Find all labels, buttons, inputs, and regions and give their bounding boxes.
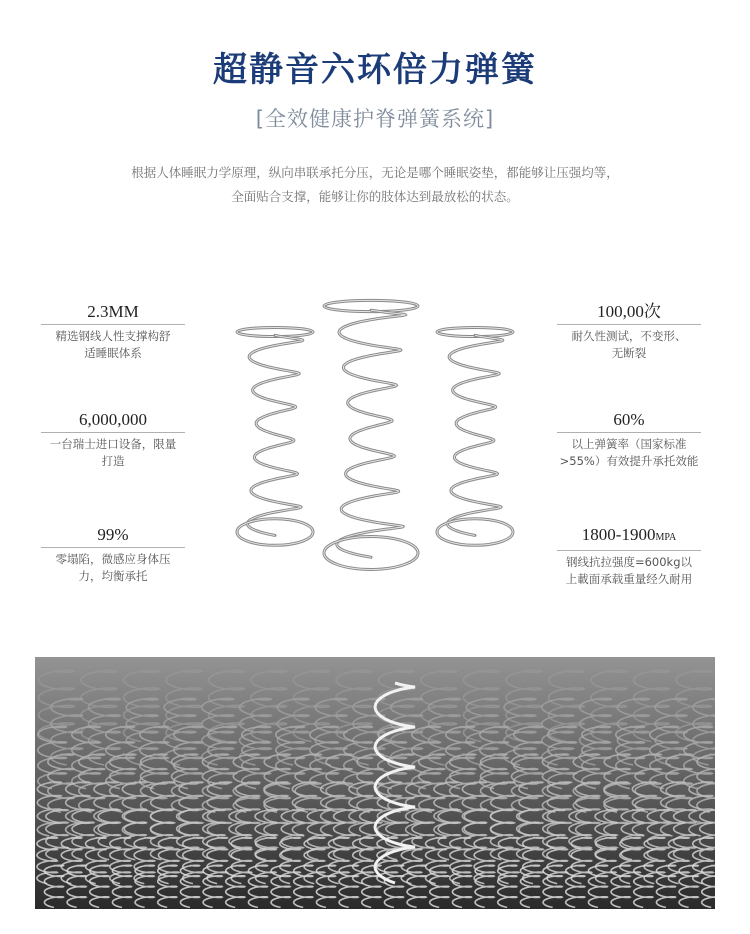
mattress-spring-grid-photo <box>35 657 715 909</box>
stat-value: 1800-1900 <box>581 525 656 544</box>
stat-value: 99% <box>97 525 129 544</box>
spring-center-bottom-ring-shine <box>324 537 418 570</box>
stat-desc-1: 零塌陷，微感应身体压 <box>55 552 171 566</box>
stat-desc-2: >55%）有效提升承托效能 <box>559 454 699 468</box>
stat-desc-2: 力，均衡承托 <box>78 569 148 583</box>
stat-desc-2: 上載面承载重量经久耐用 <box>565 572 693 586</box>
intro-line-1: 根据人体睡眠力学原理，纵向串联承托分压，无论是哪个睡眠姿垫，都能够让压强均等， <box>131 165 619 180</box>
spring-left-bottom-ring-shine <box>237 519 313 546</box>
spring-right-bottom-ring-shine <box>437 519 513 546</box>
page-subtitle: [全效健康护脊弹簧系统] <box>255 107 495 131</box>
stat-unit: MPA <box>655 532 677 543</box>
page-title: 超静音六环倍力弹簧 <box>213 50 537 90</box>
stat-desc-1: 钢线抗拉强度=600kg以 <box>565 555 693 569</box>
intro-line-2: 全面贴合支撑，能够让你的肢体达到最放松的状态。 <box>231 189 519 204</box>
stat-value: 60% <box>613 410 645 429</box>
stat-desc-1: 以上弹簧率（国家标准 <box>571 437 687 451</box>
stat-desc-1: 一台瑞士进口设备，限量 <box>49 437 177 451</box>
stat-desc-2: 打造 <box>101 454 125 468</box>
stat-value: 6,000,000 <box>79 410 147 429</box>
spring-center-coil <box>337 310 405 557</box>
stat-desc-1: 精选钢线人性支撑构舒 <box>55 329 171 343</box>
stat-value: 2.3MM <box>87 302 139 321</box>
stat-desc-2: 无断裂 <box>611 346 647 360</box>
stat-desc-1: 耐久性测试，不变形、 <box>571 329 687 343</box>
intro-text <box>60 161 690 209</box>
stat-desc-2: 适睡眠体系 <box>84 346 142 360</box>
spring-coils-illustration <box>0 295 750 575</box>
stat-value: 100,00次 <box>597 302 661 321</box>
